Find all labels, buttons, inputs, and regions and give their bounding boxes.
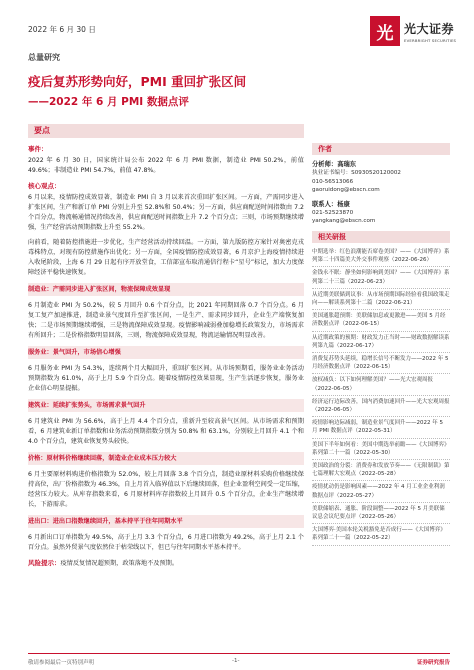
analyst-email[interactable]: gaoruidong@ebscn.com xyxy=(312,187,380,194)
related-report-item[interactable]: 疫情扰动仍是影响因素——2022 年 4 月工业企业利润数据点评（2022-05-27） xyxy=(312,483,450,502)
related-report-item[interactable]: 大国博弈·美国本轮关税豁免是否成行——《大国博弈》系列第二十一篇（2022-05-22） xyxy=(312,526,450,545)
services-heading: 服务业：景气回升，市场信心增强 xyxy=(28,346,304,359)
sidebar xyxy=(312,143,450,548)
core-view-label: 核心观点： xyxy=(28,182,61,190)
contact-phone: 021-52523870 xyxy=(312,209,354,216)
manufacturing-text: 6 月制造业 PMI 为 50.2%，较 5 月回升 0.6 个百分点，比 2021 年同期回落 0.7 个百分点。6 月复工复产加速推进，制造业景气度回升至扩张区间，一是生产、需求同步回升，企业生产端恢复加快；二是市场预期继续增强，三是物流保障成效显现。疫情影响减弱叠加稳增长政策发力，市场需求有所回升；二是价格指数明显回落，三则，物流保障成效显现，物流运输情况明显改善。 xyxy=(28,302,304,339)
services-text: 6 月服务业 PMI 为 54.3%，连续两个月大幅回升，重回扩张区间。从市场预期看，服务业业务活动预期指数为 61.0%，高于上月 5.9 个百分点。随着疫情防控效果显现，生产生活逐步恢复，服务业企业信心明显提振。 xyxy=(28,365,304,392)
contact-email[interactable]: yangkang@ebscn.com xyxy=(312,218,376,225)
price-heading: 价格：原材料价格继续回落，制造业企业成本压力较大 xyxy=(28,452,304,465)
event-text: 2022 年 6 月 30 日，国家统计局公布 2022 年 6 月 PMI 数据，制造业 PMI 50.2%，前值 49.6%；非制造业 PMI 54.7%，前值 47.8%。 xyxy=(28,157,304,174)
related-report-item[interactable]: 中期选举：红色浪潮能否席卷美国？——《大国博弈》系列第二十四篇美大外交事件观察（2022-06-26） xyxy=(312,248,450,267)
core-view-paragraph-2: 向前看，随着防控措施进一步优化，生产经营活动持续回温。一方面，第九版防控方案针对奥密克戎毒株特点，对现有防控措施作出优化；另一方面，全国疫情防控成效显著，6 月京沪上海疫情持续进入收尾阶段，上海 6 月 29 日起有序开放堂食，工信部宣布取消通信行程卡“星号”标记，加大力度保障经济平稳快速恢复。 xyxy=(28,239,304,276)
logo-mark-icon: 光 xyxy=(370,16,400,46)
logo-text xyxy=(404,20,456,43)
logo-en: EVERBRIGHT SECURITIES xyxy=(404,37,457,43)
trade-text: 6 月新出口订单指数为 49.5%，高于上月 3.3 个百分点，6 月进口指数为 49.2%，高于上月 2.1 个百分点。虽然外贸景气度依然位于枯荣线以下，但已与往年同期水平基本持平。 xyxy=(28,534,304,551)
related-report-item[interactable]: 消费复苏势头延续，稳增长信号不断发力——2022 年 5 月经济数据点评（2022-06-15） xyxy=(312,355,450,374)
logo-cn: 光大证券 xyxy=(404,21,455,36)
report-title: 疫后复苏形势向好，PMI 重回扩张区间 xyxy=(28,74,247,89)
page-footer xyxy=(0,650,474,670)
trade-heading: 进出口：进出口指数继续回升，基本持平于往年同期水平 xyxy=(28,515,304,528)
construction-heading: 建筑业：延续扩张势头，市场需求景气回升 xyxy=(28,399,304,412)
price-text: 6 月主要原材料购进价格指数为 52.0%，较上月回落 3.8 个百分点，制造业原材料采购价格继续保持高位，出厂价格指数为 46.3%，自上月首入临界值以下后继续回落，但企业盈利空间受一定压缩，经营压力较大。从库存指数来看，6 月原材料库存指数较上月回升 0.5 个百分点，企业生产继续增长，下游需求。 xyxy=(28,471,304,508)
related-report-item[interactable]: 金钱永不眠：静坐如何影响到美国？——《大国博弈》系列第二十三篇（2022-06-23） xyxy=(312,269,450,288)
related-report-item[interactable]: 美国通胀超预期：美联储加息或更激进——美国 5 月经济数据点评（2022-06-15） xyxy=(312,312,450,331)
related-reports-header: 相关研报 xyxy=(312,231,450,243)
contact-name: 联系人：杨康 xyxy=(312,200,350,208)
company-logo xyxy=(370,14,458,48)
manufacturing-heading: 制造业：产需同步进入扩张区间，物流保障成效显现 xyxy=(28,283,304,296)
core-view-paragraph-1: 6 月以来，疫情防控成效显著，制造业 PMI 自 3 月以来首次重回扩张区间。一方面，产需同步进入扩张区间，生产和新订单 PMI 分别上升至 52.8%和 50.4%；另一方面，供应商配送时间指数由 7.2 个百分点，物流畅通情况持续改善，供应商配送时间指数上升 7.2 个百分点；三则，市场预期继续增强，生产经营活动预期指数上升至 55.2%。 xyxy=(28,194,304,231)
analyst-phone: 010-56513066 xyxy=(312,178,354,185)
footer-divider xyxy=(28,653,450,654)
related-reports-list xyxy=(312,248,450,546)
analyst-cert: 执业证书编号：S0930520120002 xyxy=(312,170,401,176)
related-report-item[interactable]: 经济运行边际改善，国内消费加速回升——光大宏观周报（2022-06-05） xyxy=(312,398,450,417)
related-report-item[interactable]: 美联储缩表、通胀、阶段调整——2022 年 5 月美联储议息会议纪要点评（2022-05-26） xyxy=(312,505,450,524)
analyst-name: 分析师：高瑞东 xyxy=(312,161,357,168)
related-report-item[interactable]: 从近期政策的预期：财政发力正当时——财政数据解读系列第九篇（2022-06-17） xyxy=(312,334,450,353)
event-label: 事件： xyxy=(28,145,48,153)
page-number: -1- xyxy=(232,658,240,664)
summary-section-header: 要点 xyxy=(28,124,304,138)
main-content xyxy=(28,124,304,574)
related-report-item[interactable]: 放权减负：以下如何理解美国？——光大宏观周报（2022-06-05） xyxy=(312,376,450,395)
authors-header: 作者 xyxy=(312,143,450,155)
risk-text: 疫情反复情况超预期，政策落地不及预期。 xyxy=(60,560,179,567)
related-report-item[interactable]: 美国下半年如何看：美国中期选举前瞻——《大国博弈》系列第二十一篇（2022-05-30） xyxy=(312,441,450,460)
footer-report-type: 证券研究报告 xyxy=(416,660,450,666)
related-report-item[interactable]: 从近期美联储到议事：从市场预期国际经验看我国政策走向——解读系列第十二篇（2022-06-21） xyxy=(312,291,450,310)
report-category: 总量研究 xyxy=(28,53,60,62)
related-report-item[interactable]: 疫情影响边际减弱，制造业景气度回升——2022 年 5 月 PMI 数据点评（2022-05-31） xyxy=(312,419,450,438)
related-report-item[interactable]: 美国政治的分裂：消费券和发放节奏——《无限制裁》第七篇理解大宏观点（2022-05-28） xyxy=(312,462,450,481)
construction-text: 6 月建筑业 PMI 为 56.6%，高于上月 4.4 个百分点，重新升至较高景气区间。从市场需求和预期看，6 月建筑业新订单指数和业务活动预期指数分别为 50.8% 和 63.1%，分别较上月回升 4.1 个和 4.0 个百分点，建筑业恢复势头较快。 xyxy=(28,418,304,445)
risk-warning xyxy=(28,558,304,569)
report-date: 2022 年 6 月 30 日 xyxy=(28,25,96,34)
report-subtitle: ——2022 年 6 月 PMI 数据点评 xyxy=(28,96,189,108)
risk-label: 风险提示： xyxy=(28,559,61,567)
footer-disclaimer: 敬请参阅最后一页特别声明 xyxy=(28,660,95,666)
